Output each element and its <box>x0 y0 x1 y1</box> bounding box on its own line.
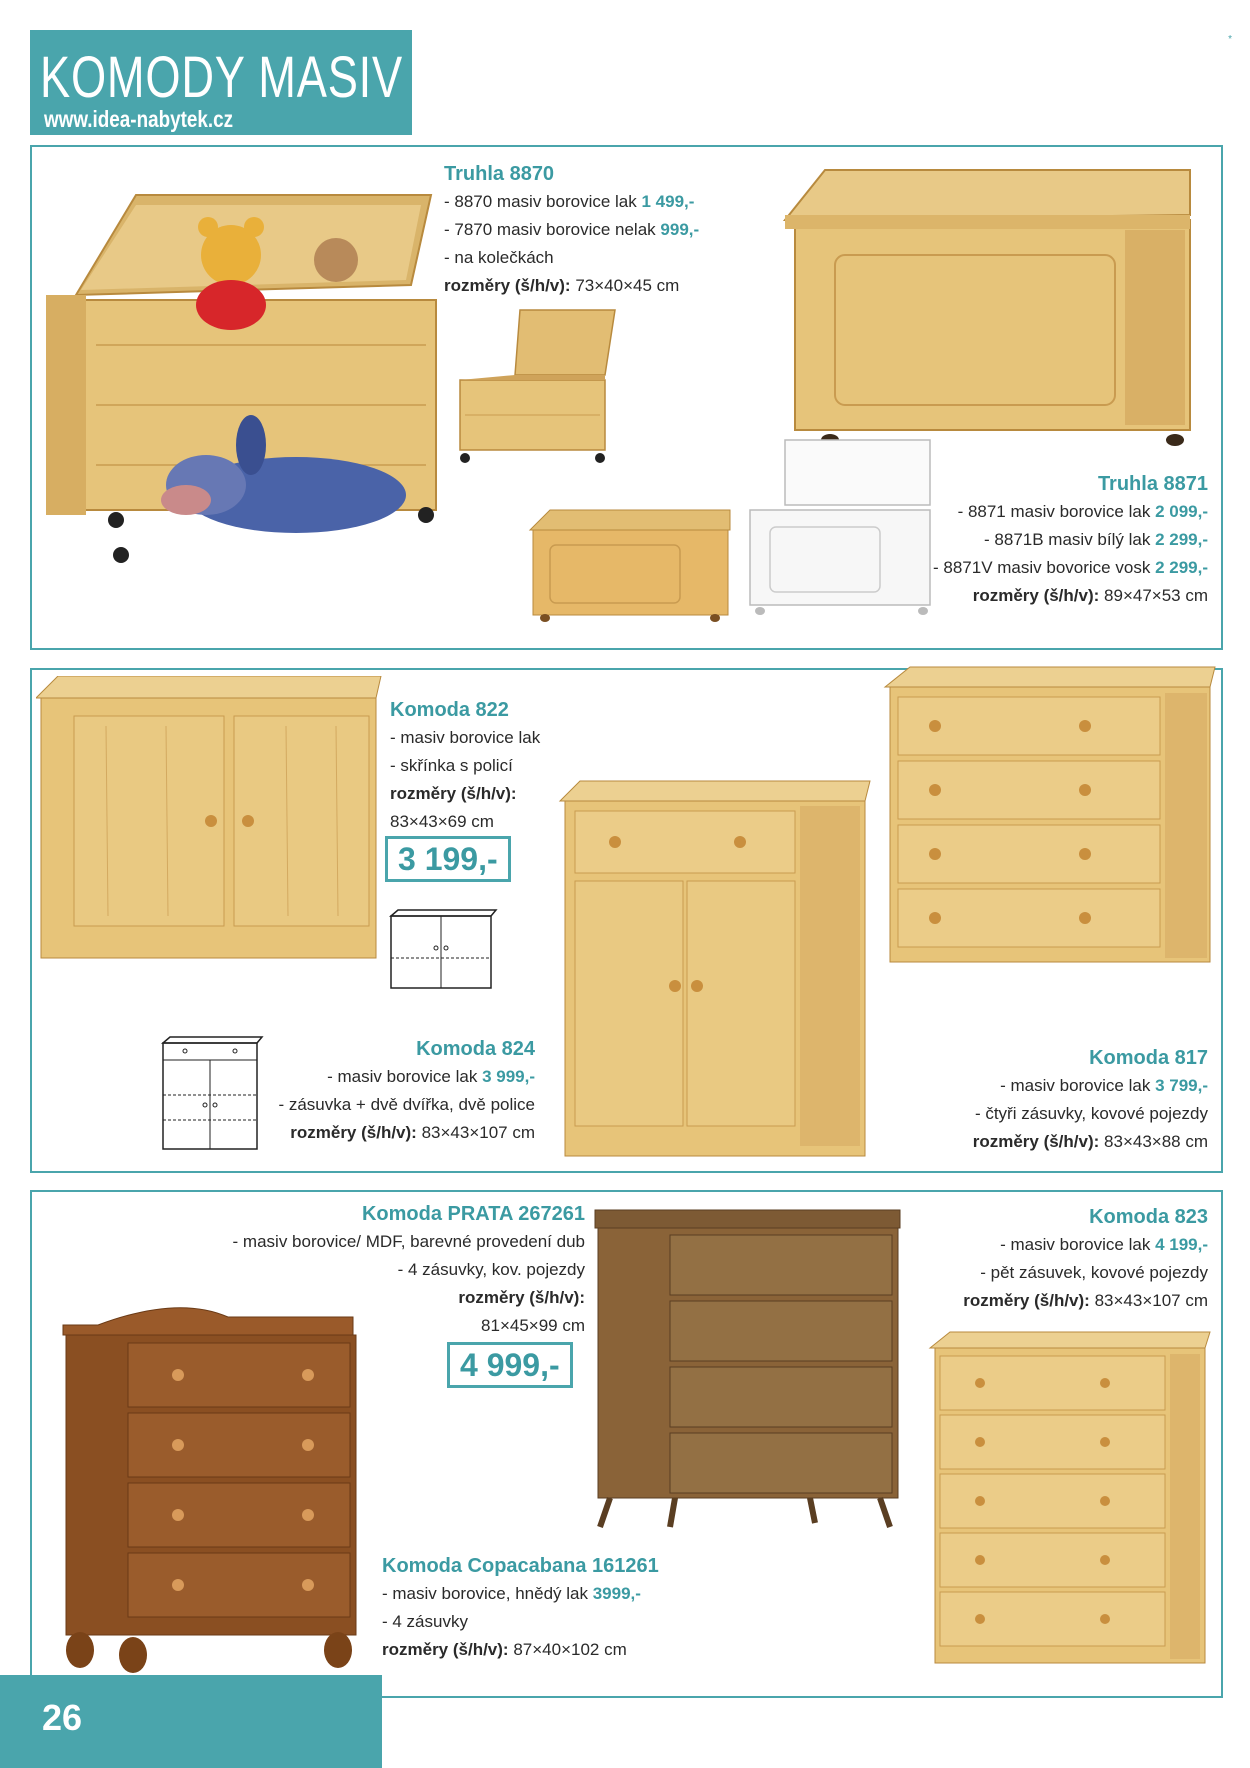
page-title: KOMODY MASIV <box>40 45 403 110</box>
truhla-8870-image <box>36 165 456 565</box>
komoda-822-info <box>390 696 540 836</box>
komoda-823-image <box>925 1330 1215 1670</box>
page-number: 26 <box>0 1675 382 1768</box>
komoda-copacabana-image <box>58 1295 363 1675</box>
price: 3999,- <box>592 1584 641 1603</box>
feature-text: - skřínka s policí <box>390 756 513 775</box>
variant-text: - 7870 masiv borovice nelak <box>444 220 656 239</box>
dims-label: rozměry (š/h/v): <box>458 1288 585 1307</box>
dims-value: 83×43×88 cm <box>1104 1132 1208 1151</box>
price: 999,- <box>660 220 700 239</box>
feature-text: - masiv borovice lak <box>327 1067 478 1086</box>
komoda-822-drawing <box>388 908 498 996</box>
product-name: Komoda Copacabana 161261 <box>382 1555 659 1577</box>
dims-label: rozměry (š/h/v): <box>290 1123 417 1142</box>
product-name: Truhla 8870 <box>444 163 555 185</box>
komoda-824-info <box>278 1035 535 1147</box>
feature-text: - masiv borovice/ MDF, barevné provedení dub <box>232 1232 585 1251</box>
dims-value: 73×40×45 cm <box>575 276 680 295</box>
dims-label: rozměry (š/h/v): <box>963 1291 1090 1310</box>
dims-label: rozměry (š/h/v): <box>972 586 1100 605</box>
dims-value: 83×43×107 cm <box>421 1123 535 1142</box>
variant-text: - 8871 masiv borovice lak <box>957 502 1151 521</box>
dims-label: rozměry (š/h/v): <box>444 276 571 295</box>
page-header <box>30 30 412 135</box>
komoda-prata-info <box>233 1200 585 1340</box>
komoda-824-image <box>555 776 875 1166</box>
truhla-8871-pine-image <box>525 505 735 625</box>
feature-text: - pět zásuvek, kovové pojezdy <box>980 1263 1208 1282</box>
price: 4 199,- <box>1155 1235 1208 1254</box>
dims-label: rozměry (š/h/v): <box>390 784 517 803</box>
product-name: Komoda 822 <box>390 699 509 721</box>
price: 2 099,- <box>1155 502 1208 521</box>
komoda-prata-image <box>590 1205 905 1530</box>
komoda-823-info <box>963 1203 1208 1315</box>
truhla-8870-small-image <box>455 300 625 470</box>
variant-text: - 8871V masiv bovorice vosk <box>933 558 1151 577</box>
komoda-822-image <box>36 676 386 976</box>
variant-text: - 8870 masiv borovice lak <box>444 192 637 211</box>
feature-text: - masiv borovice lak <box>1000 1235 1151 1254</box>
variant-text: - 8871B masiv bílý lak <box>984 530 1151 549</box>
feature-text: - 4 zásuvky <box>382 1612 468 1631</box>
dims-value: 83×43×107 cm <box>1094 1291 1208 1310</box>
feature-text: - 4 zásuvky, kov. pojezdy <box>397 1260 585 1279</box>
price: 2 299,- <box>1155 530 1208 549</box>
komoda-824-drawing <box>160 1035 265 1153</box>
product-name: Komoda 817 <box>1089 1047 1208 1069</box>
komoda-prata-price-box: 4 999,- <box>447 1342 573 1388</box>
dims-value: 81×45×99 cm <box>481 1316 585 1335</box>
truhla-8871-image <box>780 160 1205 450</box>
feature-text: - na kolečkách <box>444 248 554 267</box>
truhla-8870-info <box>444 160 699 300</box>
feature-text: - masiv borovice lak <box>390 728 541 747</box>
feature-text: - masiv borovice, hnědý lak <box>382 1584 588 1603</box>
website-link[interactable]: www.idea-nabytek.cz <box>44 106 234 132</box>
feature-text: - čtyři zásuvky, kovové pojezdy <box>974 1104 1208 1123</box>
price: 3 799,- <box>1155 1076 1208 1095</box>
dims-label: rozměry (š/h/v): <box>382 1640 509 1659</box>
price: 2 299,- <box>1155 558 1208 577</box>
dims-value: 87×40×102 cm <box>513 1640 627 1659</box>
dims-value: 83×43×69 cm <box>390 812 494 831</box>
komoda-817-image <box>880 665 1220 970</box>
price: 1 499,- <box>641 192 695 211</box>
price: 3 999,- <box>482 1067 535 1086</box>
product-name: Truhla 8871 <box>1097 473 1208 495</box>
feature-text: - zásuvka + dvě dvířka, dvě police <box>278 1095 535 1114</box>
komoda-copacabana-info <box>382 1552 659 1664</box>
dims-label: rozměry (š/h/v): <box>972 1132 1100 1151</box>
truhla-8871-white-image <box>745 435 935 620</box>
dims-value: 89×47×53 cm <box>1104 586 1208 605</box>
product-name: Komoda 824 <box>416 1038 535 1060</box>
truhla-8871-info <box>933 470 1208 610</box>
feature-text: - masiv borovice lak <box>1000 1076 1151 1095</box>
product-name: Komoda 823 <box>1089 1206 1208 1228</box>
komoda-817-info <box>973 1044 1208 1156</box>
komoda-822-price-box: 3 199,- <box>385 836 511 882</box>
brand-mark: * <box>1228 34 1232 45</box>
product-name: Komoda PRATA 267261 <box>361 1203 585 1225</box>
